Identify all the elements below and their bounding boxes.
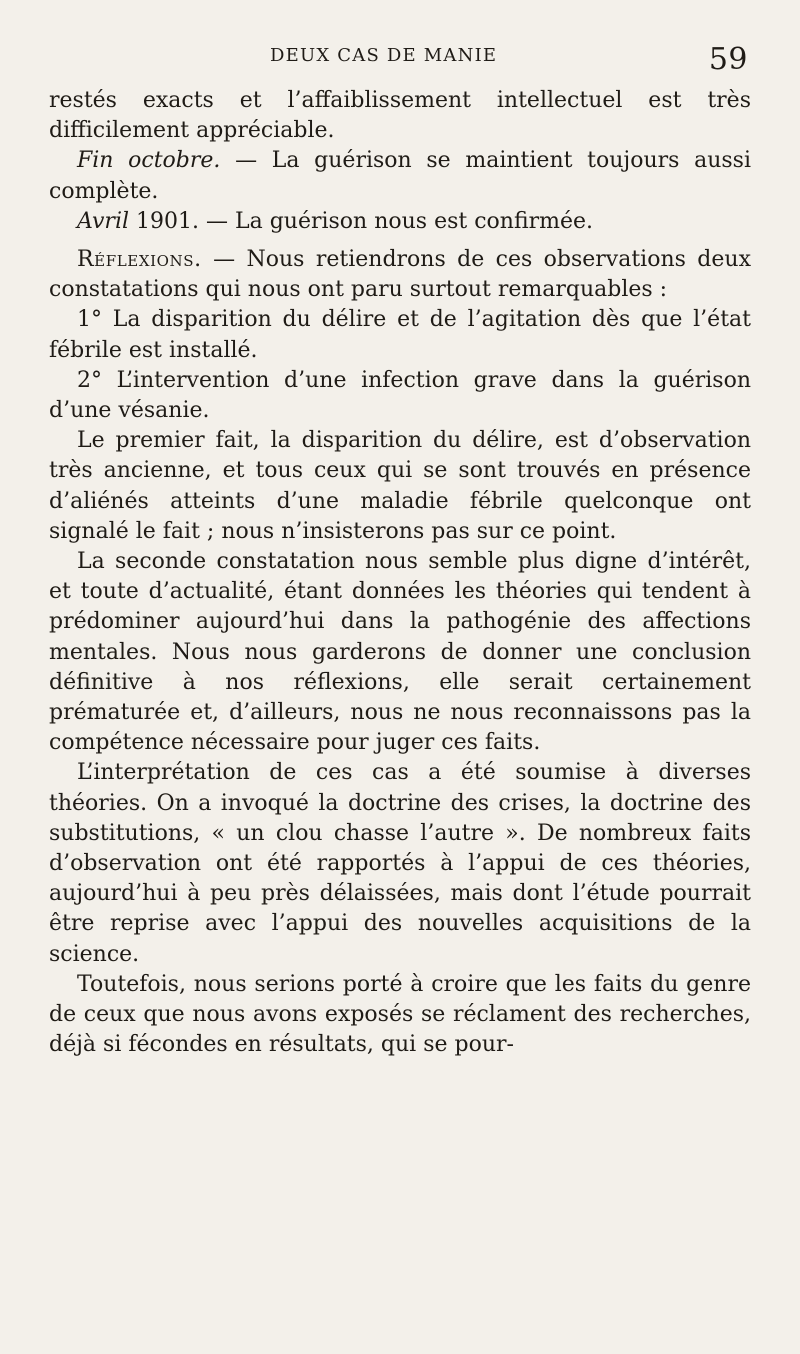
- paragraph-4: [49, 245, 751, 305]
- reflexions-heading: Réflexions.: [77, 247, 202, 273]
- paragraph-2: [49, 146, 751, 206]
- paragraph-3-text: 1901. — La guérison nous est confirmée.: [129, 208, 594, 234]
- paragraph-8: La seconde constatation nous semble plus digne d’intérêt, et toute d’actualité, étant données les théories qui tendent à prédominer aujourd’hui dans la pathogénie des affections mentales. Nous nous garderons de donner une conclusion définitive à nos réflexions, elle serait certainement prématurée et, d’ailleurs, nous ne nous reconnaissons pas la compétence nécessaire pour juger ces faits.: [49, 549, 751, 756]
- paragraph-2-text: — La guérison se maintient toujours aussi complète.: [49, 148, 751, 204]
- paragraph-3: [49, 207, 751, 237]
- page-body: [49, 86, 751, 1061]
- paragraph-4-text: — Nous retiendrons de ces observations deux constatations qui nous ont paru surtout remarquables :: [49, 247, 751, 303]
- running-head: DEUX CAS DE MANIE: [270, 45, 498, 66]
- date-avril: Avril: [77, 208, 130, 234]
- date-fin-octobre: Fin octobre.: [77, 148, 221, 174]
- section-spacer: [49, 237, 751, 245]
- paragraph-5: 1° La disparition du délire et de l’agitation dès que l’état fébrile est installé.: [49, 307, 751, 363]
- page-number: 59: [708, 42, 748, 77]
- paragraph-9: L’interprétation de ces cas a été soumise à diverses théories. On a invoqué la doctrine des crises, la doctrine des substitutions, « un clou chasse l’autre ». De nombreux faits d’observation ont été rapportés à l’appui de ces théories, aujourd’hui à peu près délaissées, mais dont l’étude pourrait être reprise avec l’appui des nouvelles acquisitions de la science.: [49, 760, 751, 967]
- paragraph-7: Le premier fait, la disparition du délire, est d’observation très ancienne, et tous ceux qui se sont trouvés en présence d’aliénés atteints d’une maladie fébrile quelconque ont signalé le fait ; nous n’insisterons pas sur ce point.: [49, 428, 751, 544]
- paragraph-6: 2° L’intervention d’une infection grave dans la guérison d’une vésanie.: [49, 367, 751, 424]
- paragraph-10: Toutefois, nous serions porté à croire que les faits du genre de ceux que nous avons exposés se réclament des recherches, déjà si fécondes en résultats, qui se pour-: [49, 971, 751, 1058]
- paragraph-1: restés exacts et l’affaiblissement intellectuel est très difficilement appréciable.: [49, 88, 751, 144]
